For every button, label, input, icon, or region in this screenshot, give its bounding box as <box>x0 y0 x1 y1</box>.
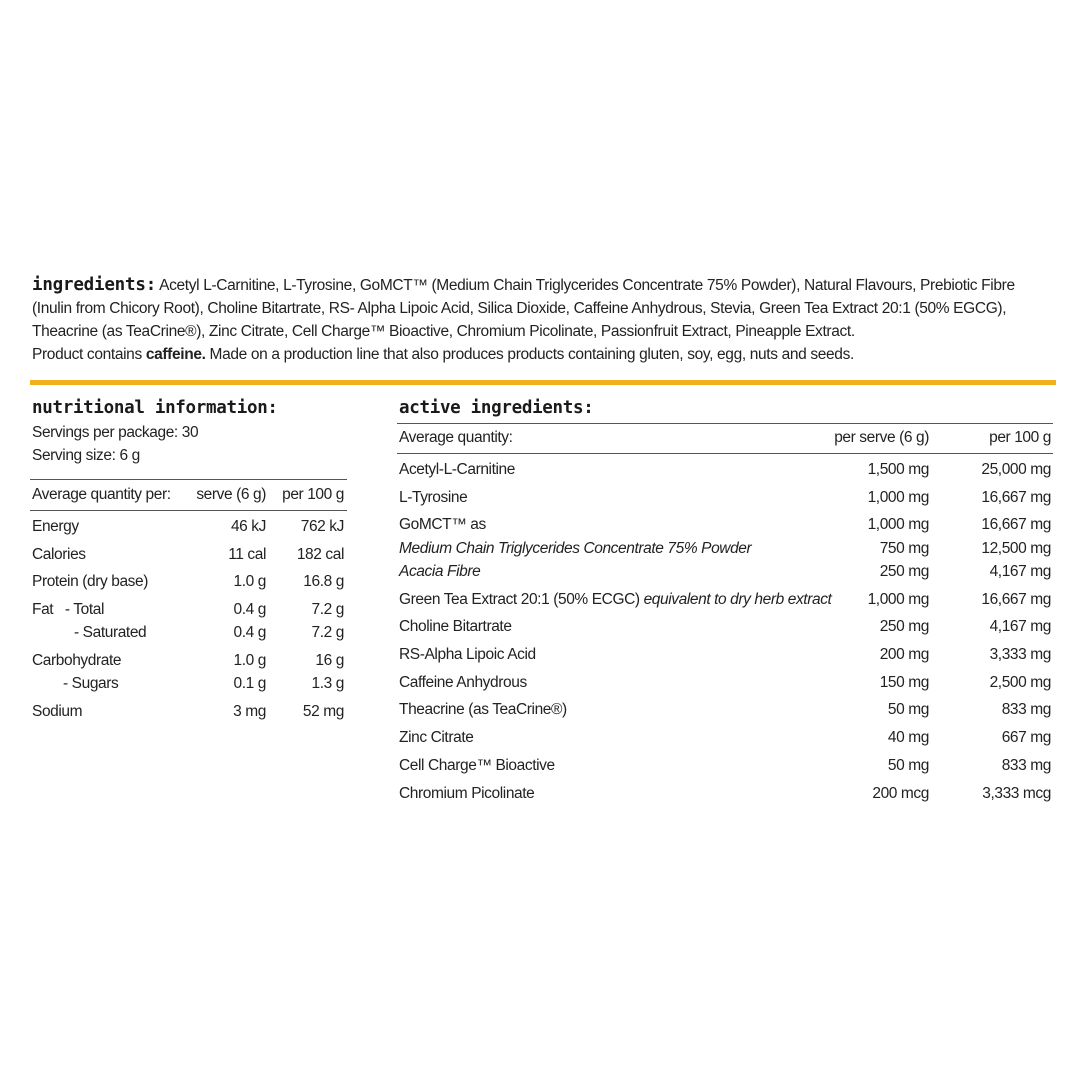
active-row <box>399 538 1053 560</box>
ingredients-line-2: (Inulin from Chicory Root), Choline Bitartrate, RS- Alpha Lipoic Acid, Silica Dioxide, Caffeine Anhydrous, Stevia, Green Tea Extract 20:1 (50% EGCG), <box>32 300 1007 317</box>
ingredients-line-1 <box>32 274 1062 297</box>
active-row <box>399 514 1053 536</box>
active-row-label: Caffeine Anhydrous <box>399 674 527 691</box>
allergen-text-post: Made on a production line that also produces products containing gluten, soy, egg, nuts and seeds. <box>205 346 854 363</box>
active-header-serve: per serve (6 g) <box>834 429 929 446</box>
ingredients-line-4 <box>32 343 1062 366</box>
active-header-rule <box>397 453 1053 454</box>
active-row <box>399 783 1053 805</box>
active-row-per100: 2,500 mg <box>989 674 1051 691</box>
ingredients-line-3: Theacrine (as TeaCrine®), Zinc Citrate, Cell Charge™ Bioactive, Chromium Picolinate, Passionfruit Extract, Pineapple Extract. <box>32 323 855 340</box>
nutrition-row <box>32 571 348 593</box>
active-row-per100: 667 mg <box>1001 729 1051 746</box>
nutrition-row-serve: 0.4 g <box>233 601 266 618</box>
nutrition-row-label: Protein (dry base) <box>32 573 148 590</box>
active-row-serve: 250 mg <box>879 618 929 635</box>
active-row-serve: 50 mg <box>887 701 929 718</box>
nutrition-title: nutritional information: <box>32 398 278 418</box>
accent-divider <box>30 380 1056 385</box>
nutrition-row-serve: 0.4 g <box>233 624 266 641</box>
active-row-serve: 50 mg <box>887 757 929 774</box>
active-row-serve: 1,000 mg <box>867 489 929 506</box>
nutrition-row-label: Energy <box>32 518 79 535</box>
nutrition-row-label: Calories <box>32 546 86 563</box>
active-row <box>399 727 1053 749</box>
nutrition-row <box>32 544 348 566</box>
active-row-label: L-Tyrosine <box>399 489 468 506</box>
active-row-per100: 16,667 mg <box>981 591 1051 608</box>
allergen-text-pre: Product contains <box>32 346 146 363</box>
nutrition-row-per100: 182 cal <box>296 546 344 563</box>
nutrition-row-serve: 0.1 g <box>233 675 266 692</box>
nutrition-row-label: Fat - Total <box>32 601 105 618</box>
active-row-per100: 833 mg <box>1001 757 1051 774</box>
nutrition-row-per100: 1.3 g <box>311 675 344 692</box>
nutrition-row <box>32 701 348 723</box>
nutrition-row-per100: 7.2 g <box>311 601 344 618</box>
active-row <box>399 561 1053 583</box>
active-row-label: Chromium Picolinate <box>399 785 535 802</box>
active-row-label: RS-Alpha Lipoic Acid <box>399 646 536 663</box>
active-row-serve: 200 mcg <box>872 785 929 802</box>
nutrition-row-per100: 7.2 g <box>311 624 344 641</box>
active-row <box>399 644 1053 666</box>
nutrition-header-per100: per 100 g <box>282 486 344 503</box>
nutrition-row-serve: 46 kJ <box>230 518 266 535</box>
active-row <box>399 589 1053 611</box>
active-row-per100: 25,000 mg <box>981 461 1051 478</box>
active-row <box>399 487 1053 509</box>
active-row-label: Acetyl-L-Carnitine <box>399 461 515 478</box>
ingredients-heading: ingredients: <box>32 275 157 295</box>
active-row-per100: 3,333 mcg <box>982 785 1051 802</box>
active-row-serve: 1,000 mg <box>867 591 929 608</box>
active-row-per100: 833 mg <box>1001 701 1051 718</box>
ingredients-text-1: Acetyl L-Carnitine, L-Tyrosine, GoMCT™ (Medium Chain Triglycerides Concentrate 75% Powder), Natural Flavours, Prebiotic Fibre <box>159 277 1015 294</box>
nutrition-row-per100: 52 mg <box>302 703 344 720</box>
nutrition-row-per100: 16 g <box>315 652 344 669</box>
nutrition-header-row <box>32 484 348 506</box>
active-row-label: Theacrine (as TeaCrine®) <box>399 701 567 718</box>
nutrition-row-label: - Saturated <box>74 624 147 641</box>
active-row-label: Green Tea Extract 20:1 (50% ECGC) equivalent to dry herb extract <box>399 591 832 608</box>
nutrition-row-label: - Sugars <box>63 675 119 692</box>
nutrition-top-rule <box>30 479 347 480</box>
active-row-label: GoMCT™ as <box>399 516 486 533</box>
active-row <box>399 755 1053 777</box>
active-row-per100: 12,500 mg <box>981 540 1051 557</box>
nutrition-row-label: Sodium <box>32 703 83 720</box>
nutrition-row <box>32 673 348 695</box>
active-row-serve: 1,500 mg <box>867 461 929 478</box>
active-row-serve: 750 mg <box>879 540 929 557</box>
nutrition-row-per100: 16.8 g <box>303 573 344 590</box>
nutrition-row-per100: 762 kJ <box>300 518 344 535</box>
active-top-rule <box>397 423 1053 424</box>
ingredients-block <box>32 274 1062 366</box>
active-row-label: Zinc Citrate <box>399 729 474 746</box>
active-header-row <box>399 427 1053 449</box>
active-row <box>399 459 1053 481</box>
active-row-serve: 200 mg <box>879 646 929 663</box>
active-row-serve: 1,000 mg <box>867 516 929 533</box>
nutrition-row <box>32 622 348 644</box>
nutrition-row-label: Carbohydrate <box>32 652 122 669</box>
nutrition-row-serve: 1.0 g <box>233 573 266 590</box>
active-row-per100: 4,167 mg <box>989 618 1051 635</box>
active-row-per100: 16,667 mg <box>981 489 1051 506</box>
active-row-label: Cell Charge™ Bioactive <box>399 757 555 774</box>
active-row-label: Medium Chain Triglycerides Concentrate 75% Powder <box>399 540 752 557</box>
active-header-label: Average quantity: <box>399 429 513 446</box>
nutrition-row-serve: 3 mg <box>233 703 266 720</box>
active-header-per100: per 100 g <box>989 429 1051 446</box>
active-title: active ingredients: <box>399 398 594 418</box>
active-row-per100: 3,333 mg <box>989 646 1051 663</box>
nutrition-row <box>32 650 348 672</box>
active-row <box>399 616 1053 638</box>
active-row-serve: 250 mg <box>879 563 929 580</box>
nutrition-header-rule <box>30 510 347 511</box>
servings-per-package: Servings per package: 30 <box>32 424 199 441</box>
nutrition-row <box>32 516 348 538</box>
nutrition-row <box>32 599 348 621</box>
active-row <box>399 672 1053 694</box>
active-row-serve: 150 mg <box>879 674 929 691</box>
active-row <box>399 699 1053 721</box>
active-row-label: Choline Bitartrate <box>399 618 512 635</box>
nutrition-row-serve: 11 cal <box>228 546 266 563</box>
active-row-serve: 40 mg <box>887 729 929 746</box>
active-row-per100: 16,667 mg <box>981 516 1051 533</box>
active-row-per100: 4,167 mg <box>989 563 1051 580</box>
active-row-label-note: equivalent to dry herb extract <box>643 591 832 608</box>
active-row-label: Acacia Fibre <box>399 563 481 580</box>
nutrition-header-serve: serve (6 g) <box>196 486 266 503</box>
nutrition-row-serve: 1.0 g <box>233 652 266 669</box>
nutrition-header-label: Average quantity per: <box>32 486 171 503</box>
caffeine-warning: caffeine. <box>145 346 206 363</box>
serving-size: Serving size: 6 g <box>32 447 140 464</box>
